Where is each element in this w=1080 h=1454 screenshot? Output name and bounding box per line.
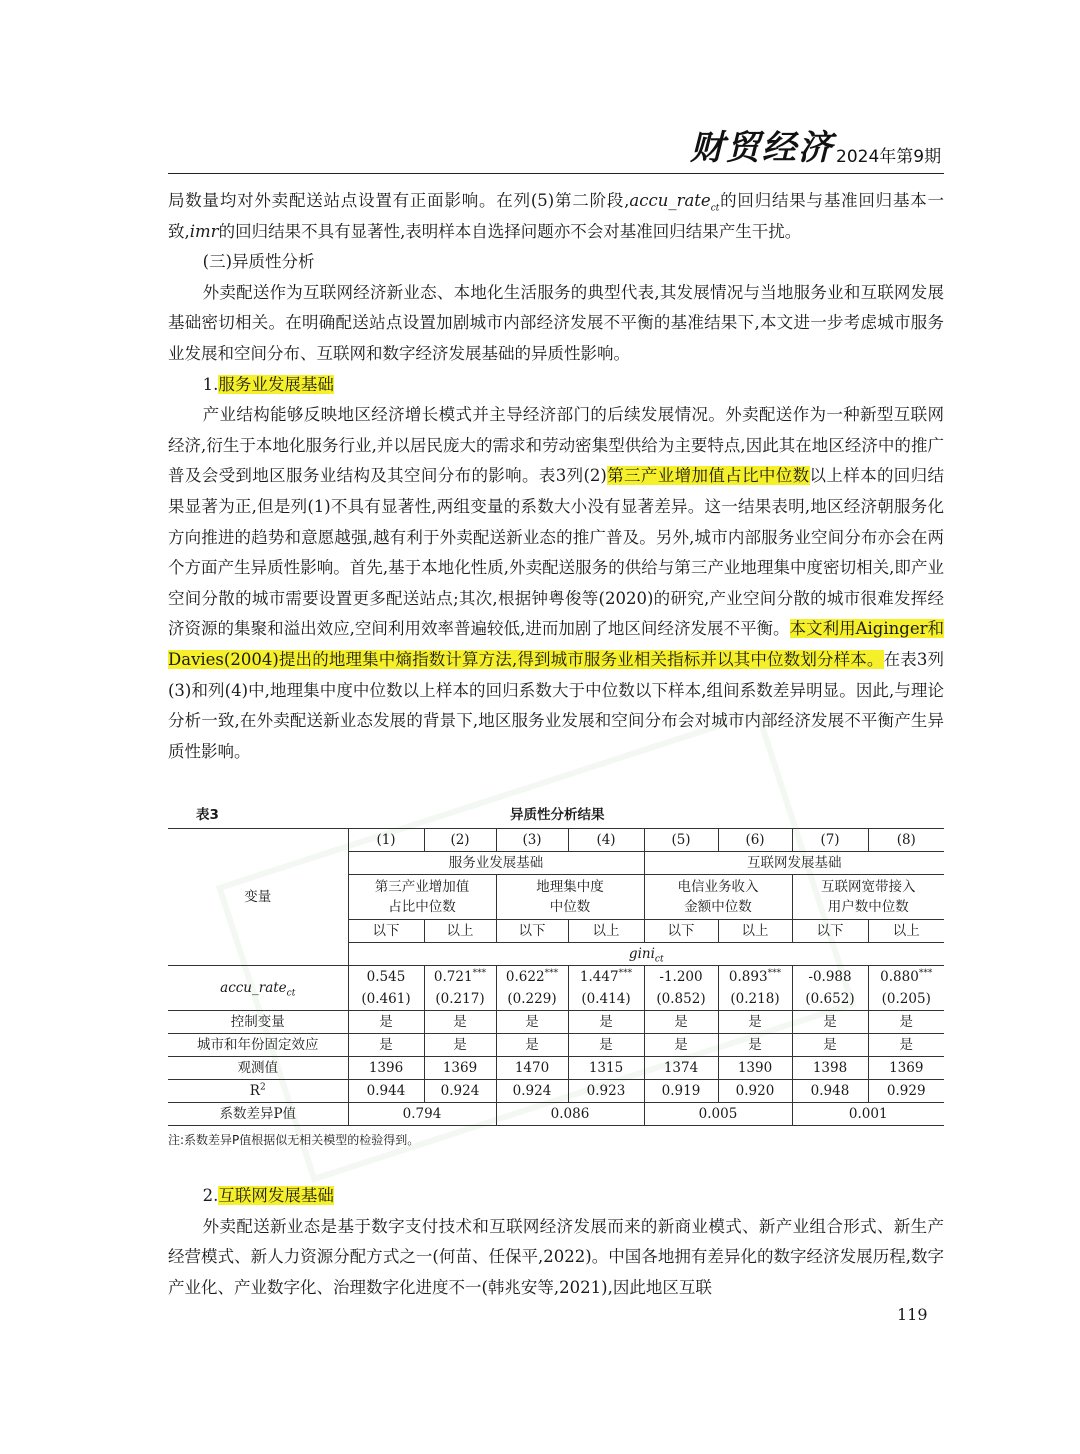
cell: 是 — [644, 1034, 718, 1057]
table-title: 异质性分析结果 — [510, 807, 605, 823]
split-label: 以下 — [348, 920, 424, 943]
col-num: (1) — [348, 829, 424, 852]
cell: 是 — [348, 1034, 424, 1057]
split-label: 以上 — [424, 920, 496, 943]
cell: 0.948 — [792, 1080, 868, 1103]
paragraph-service: 产业结构能够反映地区经济增长模式并主导经济部门的后续发展情况。外卖配送作为一种新型互联网经济,衍生于本地化服务行业,并以居民庞大的需求和劳动密集型供给为主要特点,因此其在地区经济中的推广普及会受到地区服务业结构及其空间分布的影响。表3列(2)第三产业增加值占比中位数以上样本的回归结果显著为正,但是列(1)不具有显著性,两组变量的系数大小没有显著差异。这一结果表明,地区经济朝服务化方向推进的趋势和意愿越强,越有利于外卖配送新业态的推广普及。另外,城市内部服务业空间分布亦会在两个方面产生异质性影响。首先,基于本地化性质,外卖配送服务的供给与第三产业地理集中度密切相关,即产业空间分散的城市需要设置更多配送站点;其次,根据钟粤俊等(2020)的研究,产业空间分散的城市很难发挥经济资源的集聚和溢出效应,空间利用效率普遍较低,进而加剧了地区间经济发展不平衡。本文利用Aiginger和Davies(2004)提出的地理集中熵指数计算方法,得到城市服务业相关指标并以其中位数划分样本。在表3列(3)和列(4)中,地理集中度中位数以上样本的回归系数大于中位数以下样本,组间系数差异明显。因此,与理论分析一致,在外卖配送新业态发展的背景下,地区服务业发展和空间分布会对城市内部经济发展不平衡产生异质性影响。 — [168, 405, 945, 761]
row-label: 系数差异P值 — [168, 1103, 348, 1126]
dependent-variable: gini$_{ct}$ — [348, 943, 944, 966]
upper-text-block — [168, 186, 944, 767]
group-header: 服务业发展基础 — [348, 852, 644, 875]
journal-logo: 财贸经济 — [690, 128, 834, 168]
cell: 是 — [792, 1011, 868, 1034]
col-num: (2) — [424, 829, 496, 852]
page-number: 119 — [897, 1305, 928, 1324]
var-label: accu_rate$_{ct}$ — [168, 966, 348, 1011]
cell: 是 — [868, 1034, 944, 1057]
table-row — [168, 1011, 944, 1034]
subgroup-header: 互联网宽带接入 用户数中位数 — [792, 875, 944, 920]
col-num: (5) — [644, 829, 718, 852]
cell: 0.794 — [348, 1103, 496, 1126]
cell: 0.086 — [496, 1103, 644, 1126]
row-label: 城市和年份固定效应 — [168, 1034, 348, 1057]
table-note: 注:系数差异P值根据似无相关模型的检验得到。 — [168, 1133, 420, 1147]
cell: 0.001 — [792, 1103, 944, 1126]
table-row — [168, 1080, 944, 1103]
group-header: 互联网发展基础 — [644, 852, 944, 875]
cell: 1369 — [424, 1057, 496, 1080]
coef-cell: 0.622*** (0.229) — [496, 966, 568, 1011]
table-row — [168, 1034, 944, 1057]
coef-cell: 0.545 (0.461) — [348, 966, 424, 1011]
row-label: 控制变量 — [168, 1011, 348, 1034]
split-label: 以下 — [644, 920, 718, 943]
row-label: 观测值 — [168, 1057, 348, 1080]
coef-cell: -0.988 (0.652) — [792, 966, 868, 1011]
cell: 是 — [424, 1034, 496, 1057]
cell: 是 — [868, 1011, 944, 1034]
cell: 1369 — [868, 1057, 944, 1080]
paragraph-intro: 外卖配送作为互联网经济新业态、本地化生活服务的典型代表,其发展情况与当地服务业和互联网发展基础密切相关。在明确配送站点设置加剧城市内部经济发展不平衡的基准结果下,本文进一步考虑城市服务业发展和空间分布、互联网和数字经济发展基础的异质性影响。 — [168, 282, 944, 363]
coef-cell: 1.447*** (0.414) — [568, 966, 644, 1011]
cell: 1390 — [718, 1057, 792, 1080]
split-label: 以上 — [868, 920, 944, 943]
subsection-heading-2: 2.互联网发展基础 — [202, 1186, 334, 1205]
cell: 0.920 — [718, 1080, 792, 1103]
split-label: 以下 — [792, 920, 868, 943]
subgroup-header: 第三产业增加值 占比中位数 — [348, 875, 496, 920]
coef-cell: 0.880*** (0.205) — [868, 966, 944, 1011]
col-num: (8) — [868, 829, 944, 852]
cell: 1470 — [496, 1057, 568, 1080]
cell: 1315 — [568, 1057, 644, 1080]
issue-label: 2024年第9期 — [836, 147, 942, 167]
col-num: (3) — [496, 829, 568, 852]
cell: 是 — [568, 1011, 644, 1034]
cell: 0.929 — [868, 1080, 944, 1103]
header-rule — [168, 173, 944, 174]
cell: 0.005 — [644, 1103, 792, 1126]
paragraph-internet: 外卖配送新业态是基于数字支付技术和互联网经济发展而来的新商业模式、新产业组合形式、新生产经营模式、新人力资源分配方式之一(何苗、任保平,2022)。中国各地拥有差异化的数字经济发展历程,数字产业化、产业数字化、治理数字化进度不一(韩兆安等,2021),因此地区互联 — [168, 1216, 944, 1297]
cell: 是 — [568, 1034, 644, 1057]
col-num: (7) — [792, 829, 868, 852]
row-header-variable: 变量 — [168, 829, 348, 966]
split-label: 以下 — [496, 920, 568, 943]
subgroup-header: 地理集中度 中位数 — [496, 875, 644, 920]
cell: 0.924 — [424, 1080, 496, 1103]
cell: 是 — [496, 1011, 568, 1034]
results-table — [168, 828, 944, 1126]
cell: 1396 — [348, 1057, 424, 1080]
split-label: 以上 — [718, 920, 792, 943]
coef-cell: -1.200 (0.852) — [644, 966, 718, 1011]
coef-cell: 0.893*** (0.218) — [718, 966, 792, 1011]
cell: 0.944 — [348, 1080, 424, 1103]
col-num: (4) — [568, 829, 644, 852]
split-label: 以上 — [568, 920, 644, 943]
cell: 是 — [644, 1011, 718, 1034]
coef-cell: 0.721*** (0.217) — [424, 966, 496, 1011]
cell: 0.919 — [644, 1080, 718, 1103]
cell: 是 — [348, 1011, 424, 1034]
table-label: 表3 — [196, 807, 219, 823]
col-num: (6) — [718, 829, 792, 852]
cell: 1398 — [792, 1057, 868, 1080]
cell: 是 — [718, 1034, 792, 1057]
subsection-heading-1: 1.服务业发展基础 — [202, 374, 334, 394]
cell: 是 — [718, 1011, 792, 1034]
cell: 是 — [496, 1034, 568, 1057]
cell: 0.924 — [496, 1080, 568, 1103]
table-row — [168, 1103, 944, 1126]
cell: 是 — [424, 1011, 496, 1034]
table-row — [168, 1057, 944, 1080]
row-label: $R^2$ — [168, 1080, 348, 1103]
cell: 1374 — [644, 1057, 718, 1080]
subgroup-header: 电信业务收入 金额中位数 — [644, 875, 792, 920]
section-heading: (三)异质性分析 — [202, 252, 315, 272]
cell: 0.923 — [568, 1080, 644, 1103]
lower-text-block — [168, 1181, 944, 1303]
cell: 是 — [792, 1034, 868, 1057]
paragraph-continuation: 局数量均对外卖配送站点设置有正面影响。在列(5)第二阶段,accu_rate$_{ct}$的回归结果与基准回归基本一致,imr的回归结果不具有显著性,表明样本自选择问题亦不会对基准回归结果产生干扰。 — [168, 191, 945, 241]
